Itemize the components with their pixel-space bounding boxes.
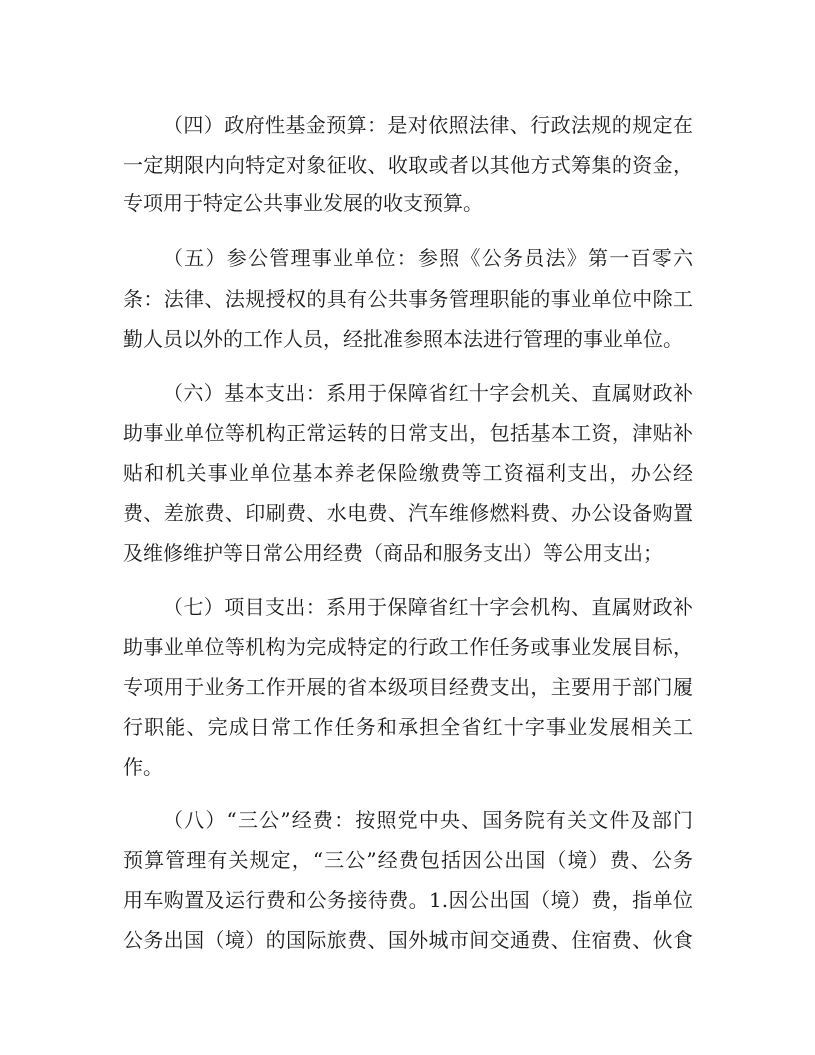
paragraph-line: 专项用于业务工作开展的省本级项目经费支出，主要用于部门履: [123, 675, 693, 699]
paragraph-line: 专项用于特定公共事业发展的收支预算。: [123, 191, 483, 215]
paragraph-line: 行职能、完成日常工作任务和承担全省红十字事业发展相关工: [123, 715, 693, 739]
paragraph-line: 费、差旅费、印刷费、水电费、汽车维修燃料费、办公设备购置: [123, 501, 693, 525]
paragraph-line: 贴和机关事业单位基本养老保险缴费等工资福利支出，办公经: [123, 461, 693, 485]
paragraph-line: 用车购置及运行费和公务接待费。1.因公出国（境）费，指单位: [123, 888, 693, 912]
paragraph-line: 公务出国（境）的国际旅费、国外城市间交通费、住宿费、伙食: [123, 928, 693, 952]
paragraph-line: （七）项目支出：系用于保障省红十字会机构、直属财政补: [163, 595, 693, 619]
paragraph-line: （八）“三公”经费：按照党中央、国务院有关文件及部门: [163, 808, 693, 832]
paragraph-line: 一定期限内向特定对象征收、收取或者以其他方式筹集的资金，: [123, 153, 693, 177]
paragraph-line: 作。: [123, 755, 163, 779]
paragraph-line: 勤人员以外的工作人员，经批准参照本法进行管理的事业单位。: [123, 327, 683, 351]
paragraph-line: 助事业单位等机构为完成特定的行政工作任务或事业发展目标，: [123, 635, 693, 659]
paragraph-line: 条：法律、法规授权的具有公共事务管理职能的事业单位中除工: [123, 287, 693, 311]
paragraph-line: 预算管理有关规定，“三公”经费包括因公出国（境）费、公务: [123, 848, 693, 872]
paragraph-line: 助事业单位等机构正常运转的日常支出，包括基本工资，津贴补: [123, 421, 693, 445]
paragraph-line: 及维修维护等日常公用经费（商品和服务支出）等公用支出；: [123, 541, 663, 565]
paragraph-line: （六）基本支出：系用于保障省红十字会机关、直属财政补: [163, 381, 693, 405]
paragraph-line: （四）政府性基金预算：是对依照法律、行政法规的规定在: [163, 113, 693, 137]
paragraph-line: （五）参公管理事业单位：参照《公务员法》第一百零六: [163, 246, 693, 270]
